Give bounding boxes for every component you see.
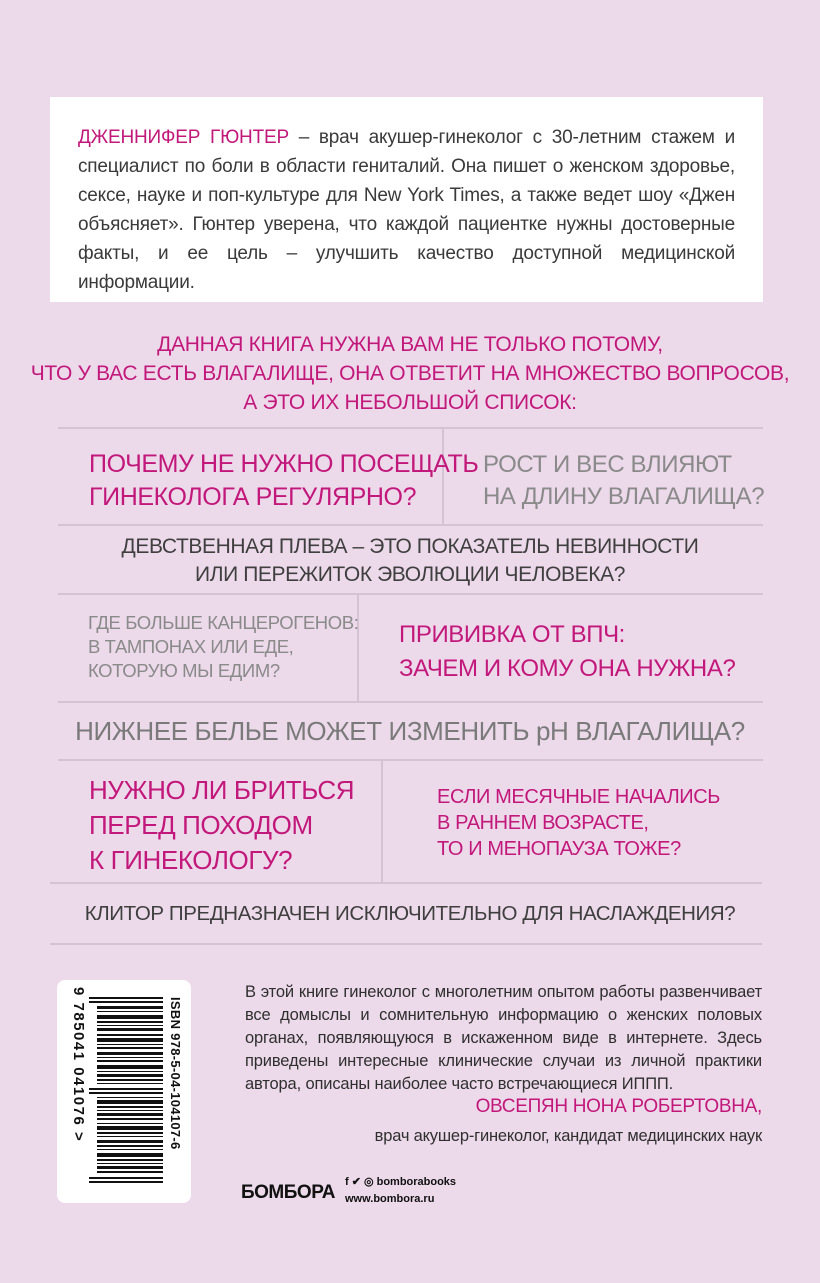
divider bbox=[58, 427, 763, 429]
author-bio-box bbox=[50, 97, 763, 302]
question-gynecologist-visits bbox=[89, 448, 478, 514]
question-line: В РАННЕМ ВОЗРАСТЕ, bbox=[437, 812, 649, 834]
author-bio bbox=[78, 123, 735, 297]
question-line: ЕСЛИ МЕСЯЧНЫЕ НАЧАЛИСЬ bbox=[437, 786, 721, 808]
question-carcinogens bbox=[88, 611, 358, 683]
publisher-website: www.bombora.ru bbox=[345, 1193, 435, 1205]
barcode-rotated bbox=[65, 987, 183, 1197]
question-line: РОСТ И ВЕС ВЛИЯЮТ bbox=[483, 451, 732, 478]
question-hpv-vaccine bbox=[399, 618, 735, 686]
question-line: ПЕРЕД ПОХОДОМ bbox=[89, 810, 313, 840]
question-line: ГИНЕКОЛОГА РЕГУЛЯРНО? bbox=[89, 483, 417, 511]
reviewer-title: врач акушер-гинеколог, кандидат медицинских наук bbox=[374, 1127, 762, 1145]
question-line: КОТОРУЮ МЫ ЕДИМ? bbox=[88, 660, 280, 681]
question-underwear-ph bbox=[0, 714, 820, 748]
question-line: ГДЕ БОЛЬШЕ КАНЦЕРОГЕНОВ: bbox=[88, 612, 359, 633]
barcode-bars-icon bbox=[89, 997, 163, 1187]
divider bbox=[58, 759, 763, 761]
divider bbox=[58, 524, 763, 526]
barcode bbox=[57, 980, 191, 1203]
intro-line: ЧТО У ВАС ЕСТЬ ВЛАГАЛИЩЕ, ОНА ОТВЕТИТ НА МНОЖЕСТВО ВОПРОСОВ, bbox=[30, 362, 790, 385]
reviewer-name: ОВСЕПЯН НОНА РОБЕРТОВНА, bbox=[475, 1096, 762, 1117]
question-line: НУЖНО ЛИ БРИТЬСЯ bbox=[89, 775, 355, 805]
author-name: ДЖЕННИФЕР ГЮНТЕР bbox=[78, 127, 289, 148]
divider bbox=[50, 943, 762, 945]
question-hymen bbox=[0, 533, 820, 589]
social-handle: bomborabooks bbox=[376, 1176, 457, 1188]
divider bbox=[50, 882, 762, 884]
intro-text bbox=[0, 330, 820, 417]
question-line: ПРИВИВКА ОТ ВПЧ: bbox=[399, 621, 625, 648]
intro-line: А ЭТО ИХ НЕБОЛЬШОЙ СПИСОК: bbox=[243, 391, 577, 414]
question-line: НИЖНЕЕ БЕЛЬЕ МОЖЕТ ИЗМЕНИТЬ pH ВЛАГАЛИЩА? bbox=[75, 716, 745, 746]
question-height-weight bbox=[483, 449, 764, 513]
question-line: ТО И МЕНОПАУЗА ТОЖЕ? bbox=[437, 838, 681, 860]
divider bbox=[58, 593, 763, 595]
barcode-digits: 9 785041 041076 > bbox=[70, 986, 87, 1142]
question-line: ДЕВСТВЕННАЯ ПЛЕВА – ЭТО ПОКАЗАТЕЛЬ НЕВИННОСТИ bbox=[121, 535, 699, 558]
social-icons-icon: f ✔ ◎ bbox=[345, 1176, 374, 1188]
publisher-logo: БОМБОРА bbox=[241, 1182, 335, 1203]
question-shaving bbox=[89, 773, 354, 878]
divider bbox=[58, 701, 763, 703]
divider bbox=[381, 759, 383, 883]
question-line: В ТАМПОНАХ ИЛИ ЕДЕ, bbox=[88, 636, 294, 657]
question-menstruation bbox=[437, 784, 720, 862]
publisher-social bbox=[345, 1174, 456, 1208]
question-line: НА ДЛИНУ ВЛАГАЛИЩА? bbox=[483, 483, 765, 510]
question-clitoris bbox=[0, 900, 820, 928]
review-text: В этой книге гинеколог с многолетним опытом работы развенчивает все домыслы и сомнительную информацию о женских половых органах, появляющуюся в искаженном виде в интернете. Здесь приведены интересные клинические случаи из личной практики автора, описаны наиболее часто встречающиеся ИППП. bbox=[245, 983, 762, 1093]
intro-line: ДАННАЯ КНИГА НУЖНА ВАМ НЕ ТОЛЬКО ПОТОМУ, bbox=[157, 333, 663, 356]
question-line: ЗАЧЕМ И КОМУ ОНА НУЖНА? bbox=[399, 655, 736, 682]
question-line: ИЛИ ПЕРЕЖИТОК ЭВОЛЮЦИИ ЧЕЛОВЕКА? bbox=[195, 563, 625, 586]
question-line: КЛИТОР ПРЕДНАЗНАЧЕН ИСКЛЮЧИТЕЛЬНО ДЛЯ НАСЛАЖДЕНИЯ? bbox=[84, 902, 736, 925]
author-bio-text: – врач акушер-гинеколог с 30-летним стажем и специалист по боли в области гениталий. Она пишет о женском здоровье, сексе, науке и поп-культуре для New York Times, а также ведет шоу «Джен объясняет». Гюнтер уверена, что каждой пациентке нужны достоверные факты, и ее цель – улучшить качество доступной медицинской информации. bbox=[78, 127, 735, 293]
isbn-label: ISBN 978-5-04-104107-6 bbox=[168, 996, 183, 1150]
question-line: К ГИНЕКОЛОГУ? bbox=[89, 845, 293, 875]
question-line: ПОЧЕМУ НЕ НУЖНО ПОСЕЩАТЬ bbox=[89, 450, 479, 478]
